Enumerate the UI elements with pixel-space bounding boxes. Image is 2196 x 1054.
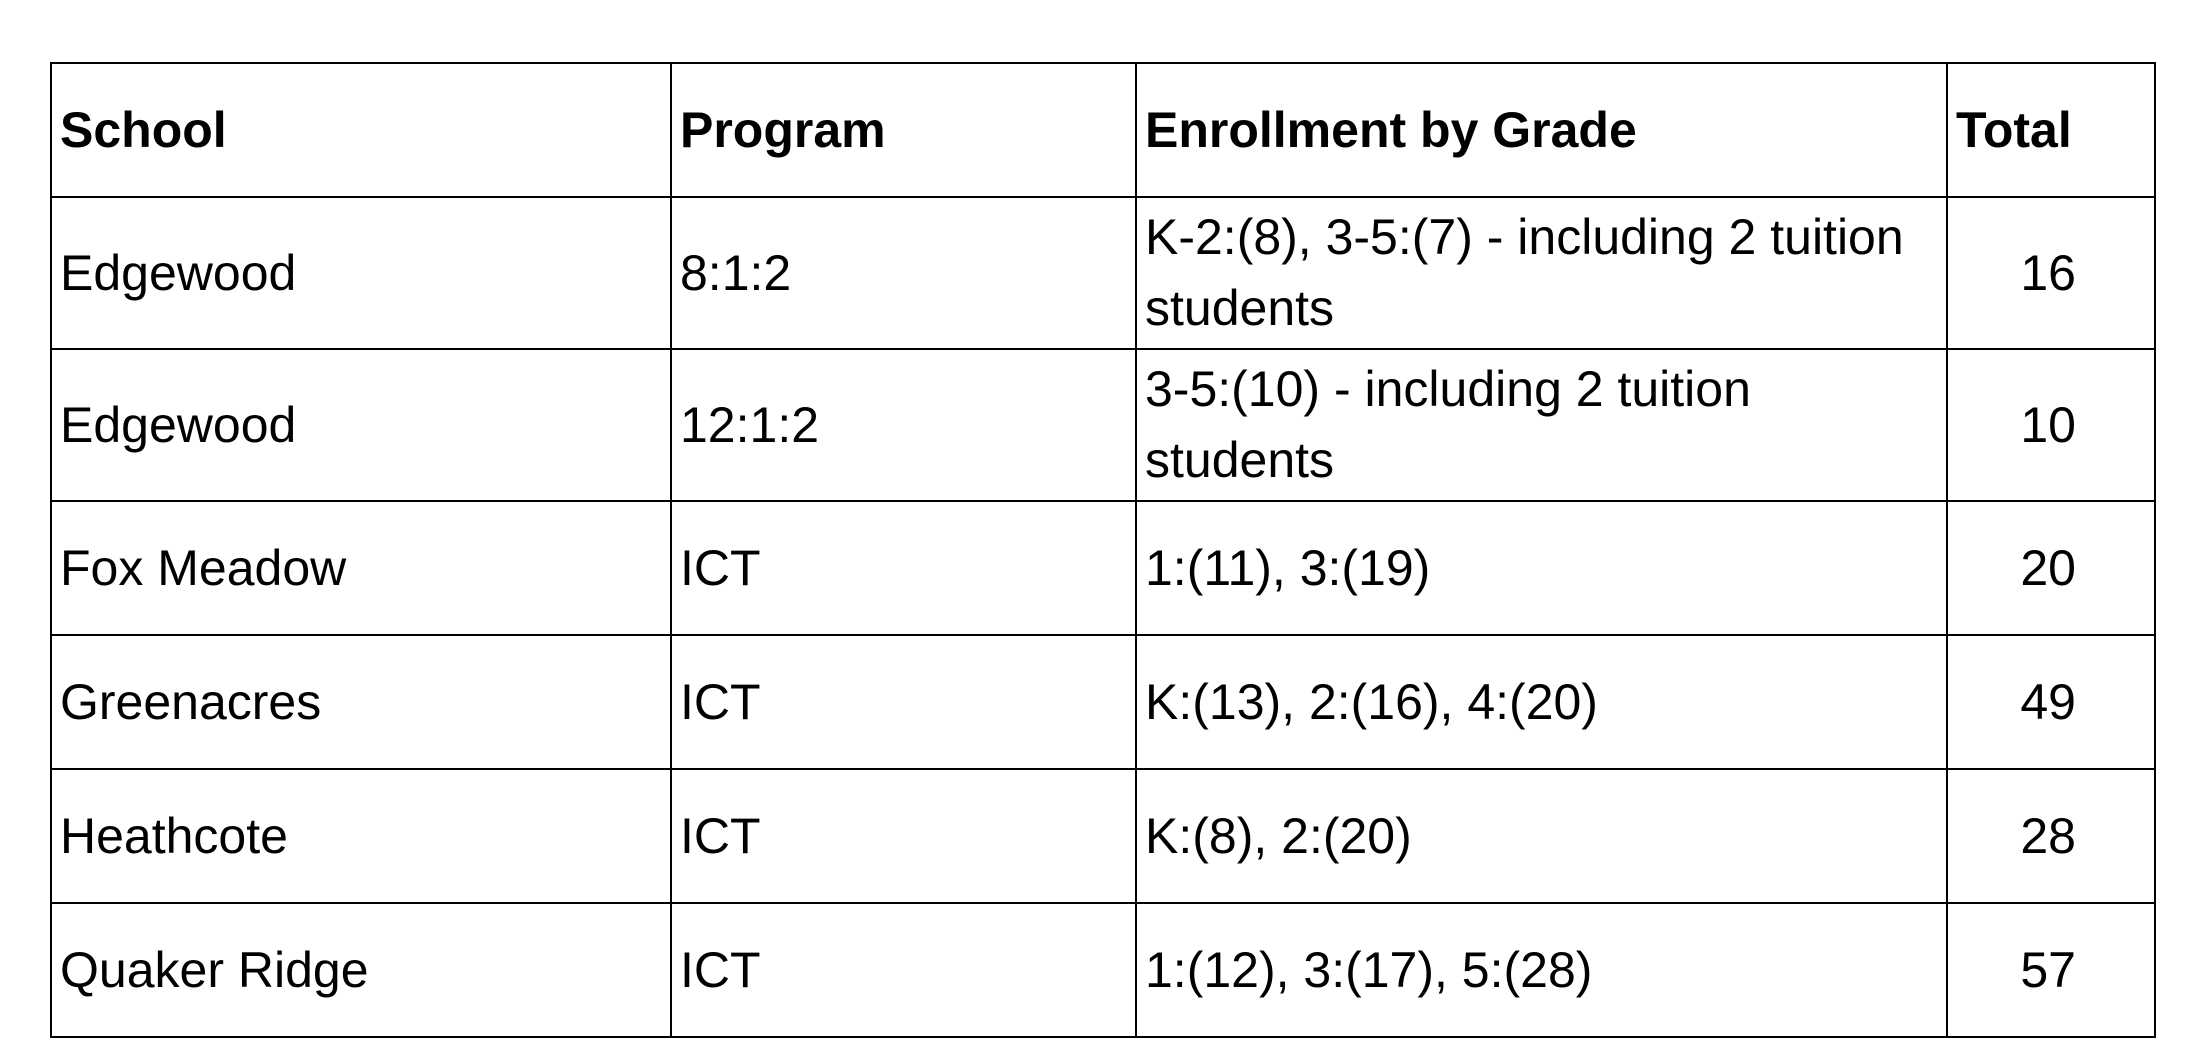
- program-cell: 12:1:2: [671, 349, 1136, 501]
- program-cell: ICT: [671, 769, 1136, 903]
- grade-cell: K:(8), 2:(20): [1136, 769, 1947, 903]
- school-cell: Heathcote: [51, 769, 671, 903]
- total-cell: 57: [1947, 903, 2155, 1037]
- enrollment-table: [50, 62, 2156, 1038]
- table-row: [51, 903, 2155, 1037]
- table-body: [51, 197, 2155, 1037]
- school-cell: Quaker Ridge: [51, 903, 671, 1037]
- grade-cell: 1:(12), 3:(17), 5:(28): [1136, 903, 1947, 1037]
- program-cell: ICT: [671, 501, 1136, 635]
- grade-cell: K:(13), 2:(16), 4:(20): [1136, 635, 1947, 769]
- total-cell: 20: [1947, 501, 2155, 635]
- school-cell: Edgewood: [51, 349, 671, 501]
- program-cell: ICT: [671, 903, 1136, 1037]
- total-cell: 10: [1947, 349, 2155, 501]
- header-enrollment-by-grade: Enrollment by Grade: [1136, 63, 1947, 197]
- header-total: Total: [1947, 63, 2155, 197]
- table-row: [51, 769, 2155, 903]
- program-cell: ICT: [671, 635, 1136, 769]
- school-cell: Fox Meadow: [51, 501, 671, 635]
- school-cell: Greenacres: [51, 635, 671, 769]
- table-row: [51, 349, 2155, 501]
- grade-cell: 1:(11), 3:(19): [1136, 501, 1947, 635]
- total-cell: 49: [1947, 635, 2155, 769]
- table-row: [51, 501, 2155, 635]
- school-cell: Edgewood: [51, 197, 671, 349]
- table-header: [51, 63, 2155, 197]
- table-row: [51, 635, 2155, 769]
- total-cell: 16: [1947, 197, 2155, 349]
- header-school: School: [51, 63, 671, 197]
- header-program: Program: [671, 63, 1136, 197]
- grade-cell: K-2:(8), 3-5:(7) - including 2 tuition students: [1136, 197, 1947, 349]
- program-cell: 8:1:2: [671, 197, 1136, 349]
- total-cell: 28: [1947, 769, 2155, 903]
- header-row: [51, 63, 2155, 197]
- grade-cell: 3-5:(10) - including 2 tuition students: [1136, 349, 1947, 501]
- table-row: [51, 197, 2155, 349]
